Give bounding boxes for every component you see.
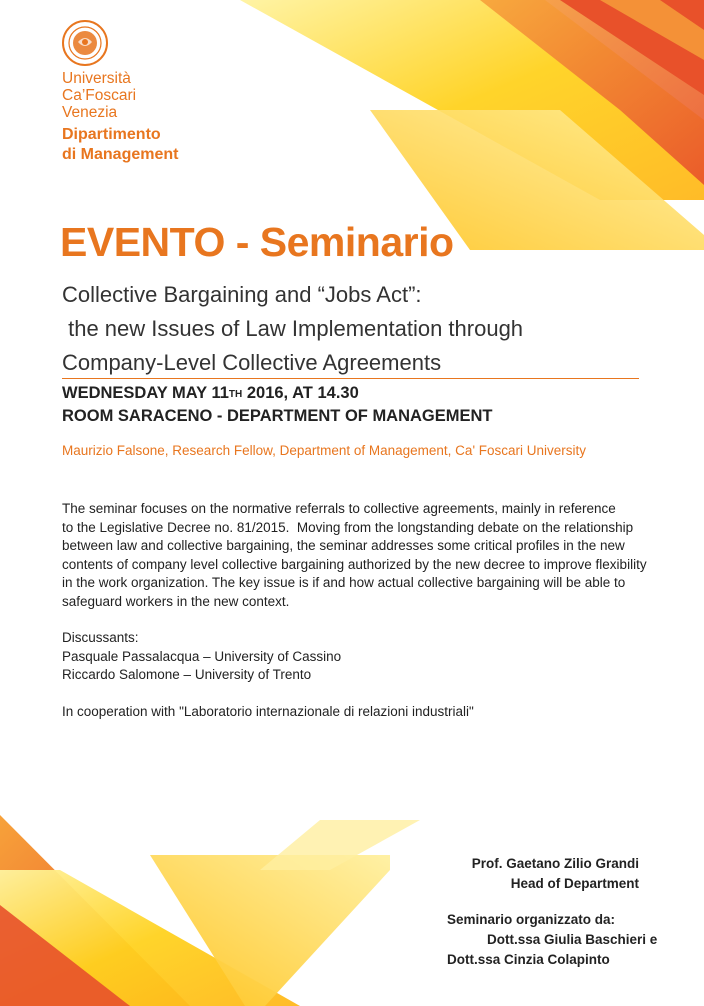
signature-name: Prof. Gaetano Zilio Grandi: [471, 856, 639, 871]
subtitle-line-1: Collective Bargaining and “Jobs Act”:: [62, 282, 422, 307]
date-and-room: [62, 383, 493, 427]
description-line-1: The seminar focuses on the normative referrals to collective agreements, mainly in reference: [62, 501, 616, 516]
description-line-4: contents of company level collective bargaining authorized by the new decree to improve flexibility: [62, 556, 647, 572]
discussants-label: Discussants:: [62, 630, 139, 645]
divider-line: [62, 378, 639, 379]
speaker: Maurizio Falsone, Research Fellow, Department of Management, Ca' Foscari University: [62, 443, 587, 458]
subtitle-line-3: Company-Level Collective Agreements: [62, 350, 442, 375]
university-name: [62, 70, 136, 121]
ca-foscari-seal-icon: [62, 20, 108, 66]
university-line-2: Ca’Foscari: [62, 87, 137, 104]
date-line: [62, 383, 493, 406]
organizer-2: Dott.ssa Cinzia Colapinto: [447, 952, 610, 967]
university-line-3: Venezia: [62, 104, 118, 121]
seminar-subtitle: [62, 278, 523, 380]
discussant-2: Riccardo Salomone – University of Trento: [62, 667, 312, 682]
department-line-2: di Management: [62, 146, 179, 163]
date-post: 2016, AT 14.30: [242, 384, 359, 402]
description-line-2: to the Legislative Decree no. 81/2015. Moving from the longstanding debate on the relationship: [62, 519, 634, 535]
university-line-1: Università: [62, 70, 131, 87]
organizer-1: Dott.ssa Giulia Baschieri e: [487, 932, 658, 947]
date-pre: WEDNESDAY MAY 11: [62, 384, 229, 402]
description-line-5: in the work organization. The key issue is if and how actual collective bargaining will be able to: [62, 575, 626, 590]
bottom-pale-strip: [260, 820, 420, 870]
department-name: [62, 125, 178, 165]
subtitle-line-2: the new Issues of Law Implementation through: [62, 316, 524, 341]
date-suffix: TH: [228, 389, 243, 400]
signature-role: Head of Department: [510, 876, 639, 891]
description: [62, 500, 647, 611]
signature-block: [472, 854, 639, 894]
description-line-3: between law and collective bargaining, the seminar addresses some critical profiles in the new: [62, 538, 625, 553]
cooperation-note: In cooperation with "Laboratorio internazionale di relazioni industriali": [62, 704, 474, 719]
organizers-block: [447, 910, 657, 970]
discussant-1: Pasquale Passalacqua – University of Cassino: [62, 648, 342, 664]
description-line-6: safeguard workers in the new context.: [62, 593, 290, 609]
event-title: EVENTO - Seminario: [60, 219, 454, 265]
department-line-1: Dipartimento: [62, 126, 161, 143]
discussants: [62, 629, 341, 685]
room-line: ROOM SARACENO - DEPARTMENT OF MANAGEMENT: [62, 407, 493, 425]
organizers-label: Seminario organizzato da:: [447, 912, 616, 927]
